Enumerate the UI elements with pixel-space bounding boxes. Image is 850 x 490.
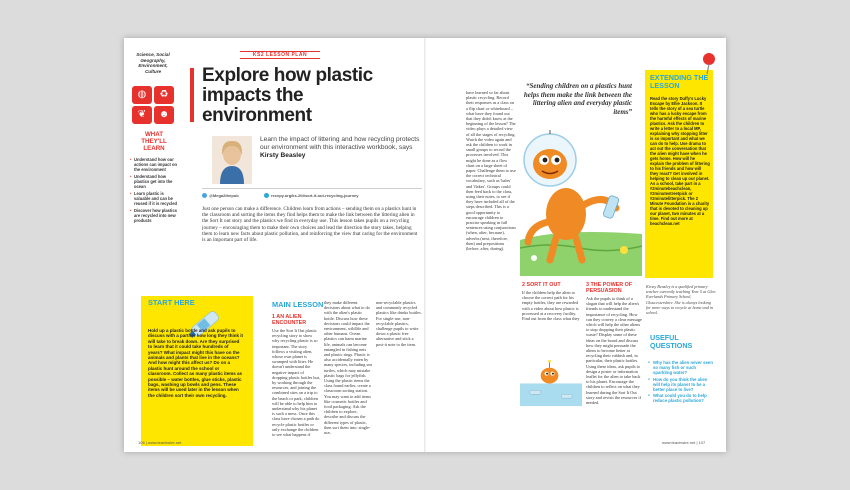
author-name: Kirsty Beasley: [260, 152, 306, 159]
page-title: Explore how plastic impacts the environment: [202, 65, 373, 126]
list-item: • Understand how our actions can impact on the environment: [130, 157, 178, 172]
list-item: • Understand how plastics get into the ocean: [130, 174, 178, 189]
author-portrait: [212, 136, 252, 184]
right-column-text: have learned so far about plastic recycling. Record their responses as a class on a flip chart or whiteboard – what have they found out that they didn't know at the beginning of the lesson? The video plays a detailed view of all the stages of recycling. Watch the video again and ask the children to work in small groups to record the processes involved. This might be done as a flow chart on a large sheet of paper. Challenge them to use the correct technical vocabulary, such as 'bales' and 'flakes'. Groups could then feed back to the class, using their notes, to see if they have included all of the steps described. This is a good opportunity to encourage children to practise speaking in full sentences using conjunctions (when, after, because), adverbs (next, therefore, then) and prepositions (before, after, during).: [466, 90, 516, 252]
extending-lesson-title: EXTENDING THE LESSON: [650, 73, 709, 90]
pull-quote: “Sending children on a plastics hunt helps them make the link between the littering alien and everyday plastic items”: [523, 82, 632, 116]
list-item: ● What could you do to help reduce plastic pollution?: [648, 393, 714, 403]
section-alien-encounter-text: Use the Sort It Out plastic recycling story to show why recycling plastic is so important. The story follows a visiting alien, whose own planet is swamped with litter. He doesn't understand the negative impact of dropping plastic bottles but, by working through the resources, and joining the combined sites on a trip to the beach or park, children will be able to help him to understand why his planet is such a mess. Once this class have chosen a path do recycle plastic bottles or only exchange the children to see what happens if: [272, 328, 320, 438]
people-icon: ☻: [154, 106, 174, 124]
start-here-body: Hold up a plastic bottle and ask pupils to discuss with a partner how long they think it will take to break down. Are they surprised to learn that it could take hundreds of years? What impact might this have on the animals and plants that live in the oceans? And how might this affect us? Do on a plastic hunt around the school or classroom. Collect as many plastic items as possible – water bottles, glue sticks, plastic bags, washing up bowls and pens. These items will be used later in the lesson when the children sort their own recycling.: [148, 328, 244, 398]
pushpin-icon: [701, 52, 717, 74]
subjects-label: Science, Social Geography, Environment, Culture: [136, 52, 170, 74]
standfirst: Learn the impact of littering and how recycling protects our environment with this interactive workbook, says Kirsty Beasley: [260, 136, 420, 159]
footer-left: 106 | www.teachwire.net: [138, 440, 182, 445]
what-theyll-learn-list: [130, 157, 178, 225]
list-item: ● Why has the alien never seen so many fish or such sparkling water?: [648, 360, 714, 376]
section-sort-it-out-text: If the children help the alien to choose the correct path for his empty bottles, they are rewarded with a video about how plastic is processed at a recovery facility. Find out from the class what they: [522, 290, 580, 322]
useful-questions-list: [648, 360, 714, 405]
extending-lesson-body: Read the story Duffy's Lucky Escape by Ellie Jackson. It tells the story of a sea turtle who has a lucky escape from the harmful effects of marine plastics. Ask the children to write a letter to a local MP, explaining why stopping litter is so important and what we can do to help. Use drama to act out the conversation that the alien might have when he gets home. How will he explain the problem of littering to his friends and how will they react? Get involved in helping to clean up our planet. As a school, take part in a #2minutebeachclean, #2minutestreetpick or #2minutelitterpick. The 2 Minute Foundation is a charity that is devoted to cleaning up our planet, two minutes at a time. Find out more at beachclean.net: [650, 96, 710, 226]
intro-paragraph: Just one person can make a difference. Children learn from actions – sending them on a plastics hunt in the classroom and sorting the items they find helps them to make the link between the littering alien in the Sort It out story and the plastics we find in everyday use. This lesson takes pupils on a recycling journey – encouraging them to make their own choices and lead the direction the story takes, helping them to learn new facts about plastic pollution, and reinforcing the view that caring for the environment is an important part of life.: [202, 206, 418, 244]
main-lesson-title: MAIN LESSON: [272, 300, 324, 309]
section-heading-sort-it-out: 2 SORT IT OUT: [522, 282, 561, 288]
page-gutter: [424, 38, 426, 452]
list-item: • Discover how plastics are recycled into new products: [130, 208, 178, 223]
lesson-plan-tag: KS2 LESSON PLAN: [240, 51, 320, 59]
main-lesson-column-2: they make different decisions about what to do with the alien's plastic bottle. Discuss how these decisions could impact the environment, wildlife and other humans. Ocean plastics can harm marine life, animals can become entangled in fishing nets and plastic rings. Plastic is also accidentally eaten by many species, including sea turtles, which may mistake plastic bags for jellyfish. Using the plastic items the class found earlier, create a classroom sorting station. You may want to add items like cosmetic bottles and food packaging. Ask the children to explore, describe and discuss the different types of plastic, then sort them into: single-use,: [324, 300, 372, 436]
list-item: • Learn plastic is valuable and can be reused if it is recycled: [130, 191, 178, 206]
magazine-spread: [124, 38, 726, 452]
section-persuasion-text: Ask the pupils to think of a slogan that will help the alien's friends to understand the importance of recycling. How can they convey a clear message which will help the other aliens to stop dropping their plastic waste? Display some of these ideas on the board and discuss how they might persuade the aliens to become better at recycling their rubbish and, in particular, their plastic bottles. Using these ideas, ask pupils to design a poster or information leaflet for the alien to take back to his planet. Encourage the children to reflect on what they learned during the Sort It Out story and revisit the resources if needed.: [586, 296, 642, 406]
recycle-icon: ♻: [154, 86, 174, 104]
resource-url[interactable]: recepy.org/ks-2lit/sort-it-out-recycling-journey: [264, 193, 359, 198]
author-bio: Kirsty Beasley is a qualified primary teacher currently teaching Year 5 at Glen Everlands Primary School, Gloucestershire. She is always looking for more ways to recycle at home and in school.: [646, 284, 716, 316]
globe-icon: ◍: [132, 86, 152, 104]
alien-illustration: [520, 130, 642, 276]
start-here-title: START HERE: [148, 298, 195, 307]
headline-accent-bar: [190, 68, 194, 122]
main-lesson-column-3: non-recyclable plastics and commonly recycled plastics like drinks bottles. For single-use, non-recyclable plastics, challenge pupils to write down a plastic free alternative and stick a post-it note to the item.: [376, 300, 422, 347]
section-heading-alien-encounter: 1 AN ALIEN ENCOUNTER: [272, 314, 307, 327]
what-theyll-learn-title: WHAT THEY'LL LEARN: [141, 131, 167, 152]
footer-right: www.teachwire.net | 107: [662, 440, 706, 445]
twitter-icon: [202, 193, 207, 198]
leaf-icon: ❦: [132, 106, 152, 124]
link-icon: [264, 193, 269, 198]
list-item: ● How do you think the alien will help its planet to be a better place to live?: [648, 377, 714, 393]
alien-ocean-illustration: [520, 322, 582, 438]
subject-icons: [132, 86, 176, 124]
section-heading-persuasion: 3 THE POWER OF PERSUASION: [586, 282, 633, 295]
useful-questions-title: USEFUL QUESTIONS: [650, 333, 693, 350]
divider: [202, 188, 422, 189]
twitter-handle[interactable]: @Mega2thepub: [202, 193, 239, 198]
